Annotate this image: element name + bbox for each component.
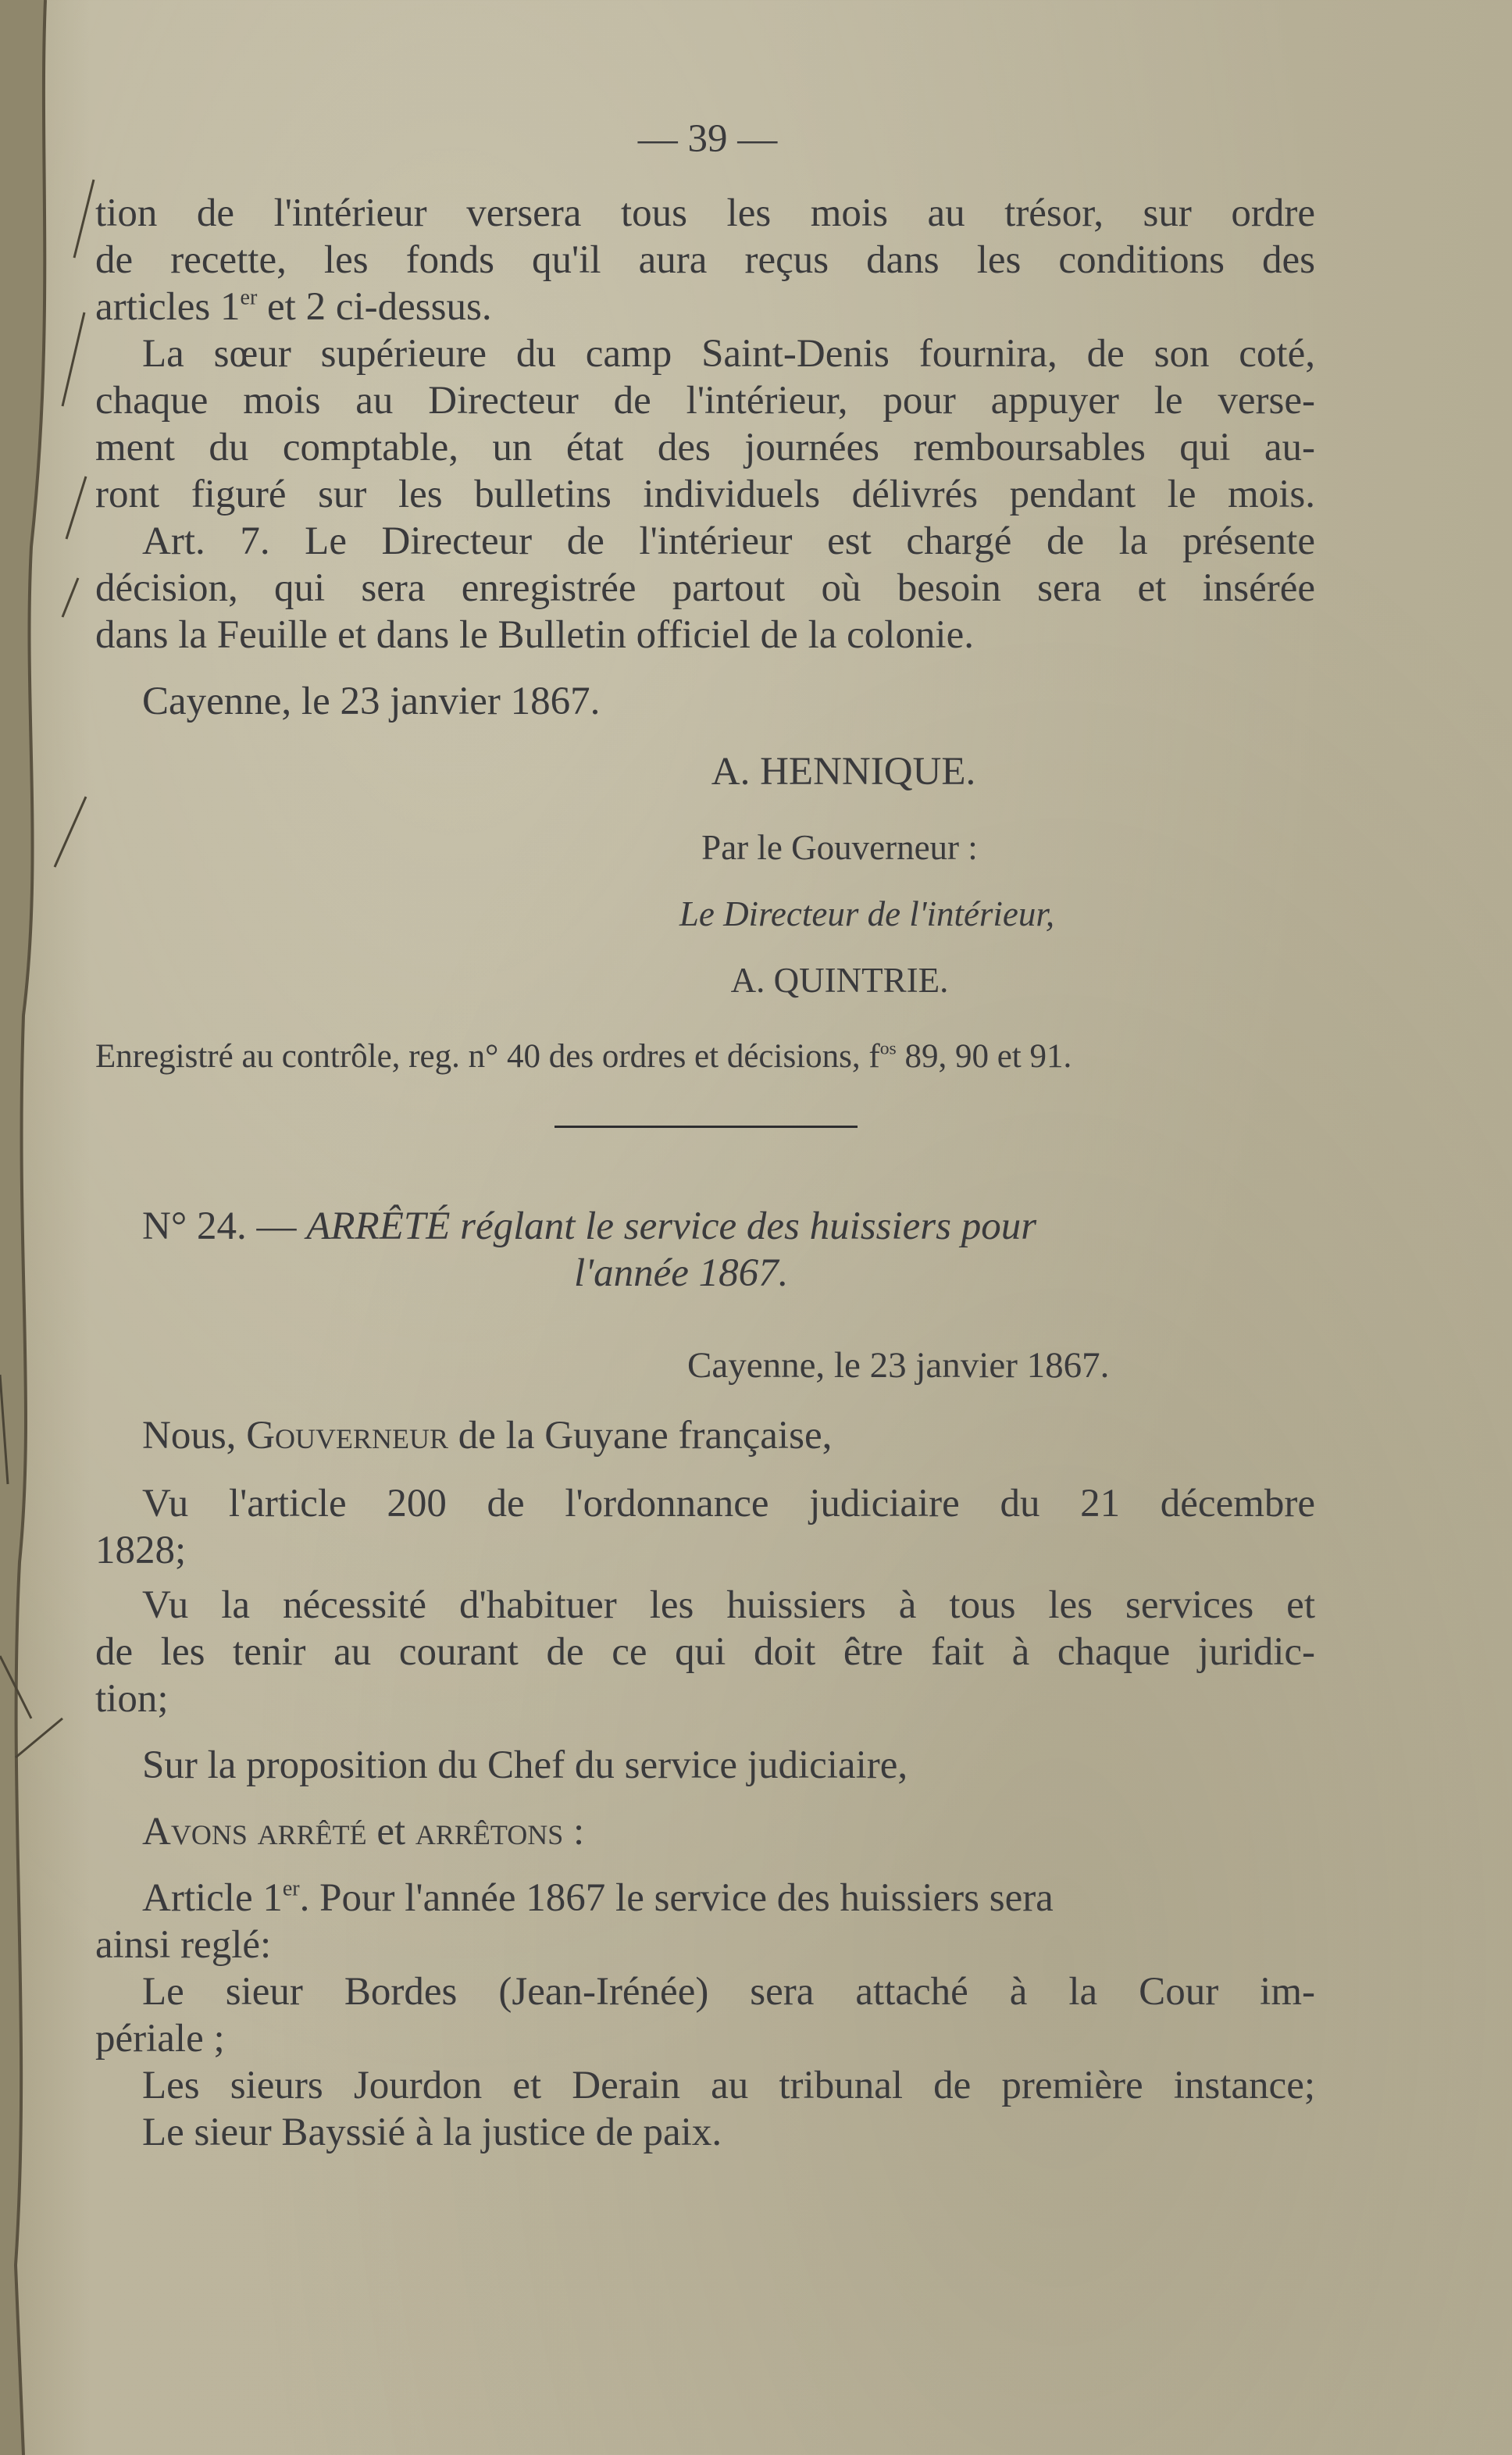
arrete-heading <box>142 1203 1267 1250</box>
text-line: périale ; <box>95 2017 225 2061</box>
arrete-title: ARRÊTÉ réglant le service des huissiers pour <box>306 1204 1037 1248</box>
arrete-title-cont: l'année 1867. <box>574 1251 789 1295</box>
text-line: de recette, les fonds qu'il aura reçus dans les conditions des <box>95 238 1315 282</box>
text-line: tion de l'intérieur versera tous les mois au trésor, sur ordre <box>95 191 1315 235</box>
text-line: Vu la nécessité d'habituer les huissiers à tous les services et <box>142 1583 1315 1627</box>
article-7-line: Art. 7. Le Directeur de l'intérieur est chargé de la présente <box>142 519 1315 563</box>
signature-hennique: A. HENNIQUE. <box>711 750 976 794</box>
par-le-gouverneur: Par le Gouverneur : <box>701 828 978 867</box>
text-line: Sur la proposition du Chef du service judiciaire, <box>142 1743 908 1787</box>
avons-line: Avons arrêté et arrêtons : <box>142 1810 585 1854</box>
text-line: Le sieur Bayssié à la justice de paix. <box>142 2111 722 2154</box>
arrete-dash: — <box>256 1204 297 1248</box>
text-line: ront figuré sur les bulletins individuels délivrés pendant le mois. <box>95 473 1315 516</box>
text-line: tion; <box>95 1677 169 1721</box>
page-number: — 39 — <box>637 117 778 161</box>
date-line: Cayenne, le 23 janvier 1867. <box>687 1345 1110 1386</box>
text-line: Vu l'article 200 de l'ordonnance judiciaire du 21 décembre <box>142 1482 1315 1525</box>
section-divider <box>555 1126 858 1128</box>
text-line: Les sieurs Jourdon et Derain au tribunal de première instance; <box>142 2064 1315 2107</box>
text-line: Le sieur Bordes (Jean-Irénée) sera attaché à la Cour im- <box>142 1970 1315 2014</box>
text-line: La sœur supérieure du camp Saint-Denis fournira, de son coté, <box>142 332 1315 376</box>
date-line: Cayenne, le 23 janvier 1867. <box>142 680 601 723</box>
registration-note: Enregistré au contrôle, reg. n° 40 des ordres et décisions, $f^{os}$ 89, 90 et 91. <box>95 1038 1072 1075</box>
arrete-number: N° 24. <box>142 1204 247 1248</box>
text-line: chaque mois au Directeur de l'intérieur, pour appuyer le verse- <box>95 379 1315 423</box>
text-line: articles 1er et 2 ci-dessus. <box>95 285 492 329</box>
nous-line: Nous, Gouverneur de la Guyane française, <box>142 1414 833 1458</box>
text-line: ment du comptable, un état des journées remboursables qui au- <box>95 426 1315 469</box>
text-line: dans la Feuille et dans le Bulletin officiel de la colonie. <box>95 613 974 657</box>
directeur-title: Le Directeur de l'intérieur, <box>679 894 1055 933</box>
text-line: de les tenir au courant de ce qui doit être fait à chaque juridic- <box>95 1630 1315 1674</box>
signature-quintrie: A. QUINTRIE. <box>730 961 949 1000</box>
text-line: décision, qui sera enregistrée partout où besoin sera et insérée <box>95 566 1315 610</box>
text-line: 1828; <box>95 1529 187 1572</box>
article-1-line: Article 1er. Pour l'année 1867 le service des huissiers sera <box>142 1876 1054 1920</box>
text-line: ainsi reglé: <box>95 1923 272 1967</box>
